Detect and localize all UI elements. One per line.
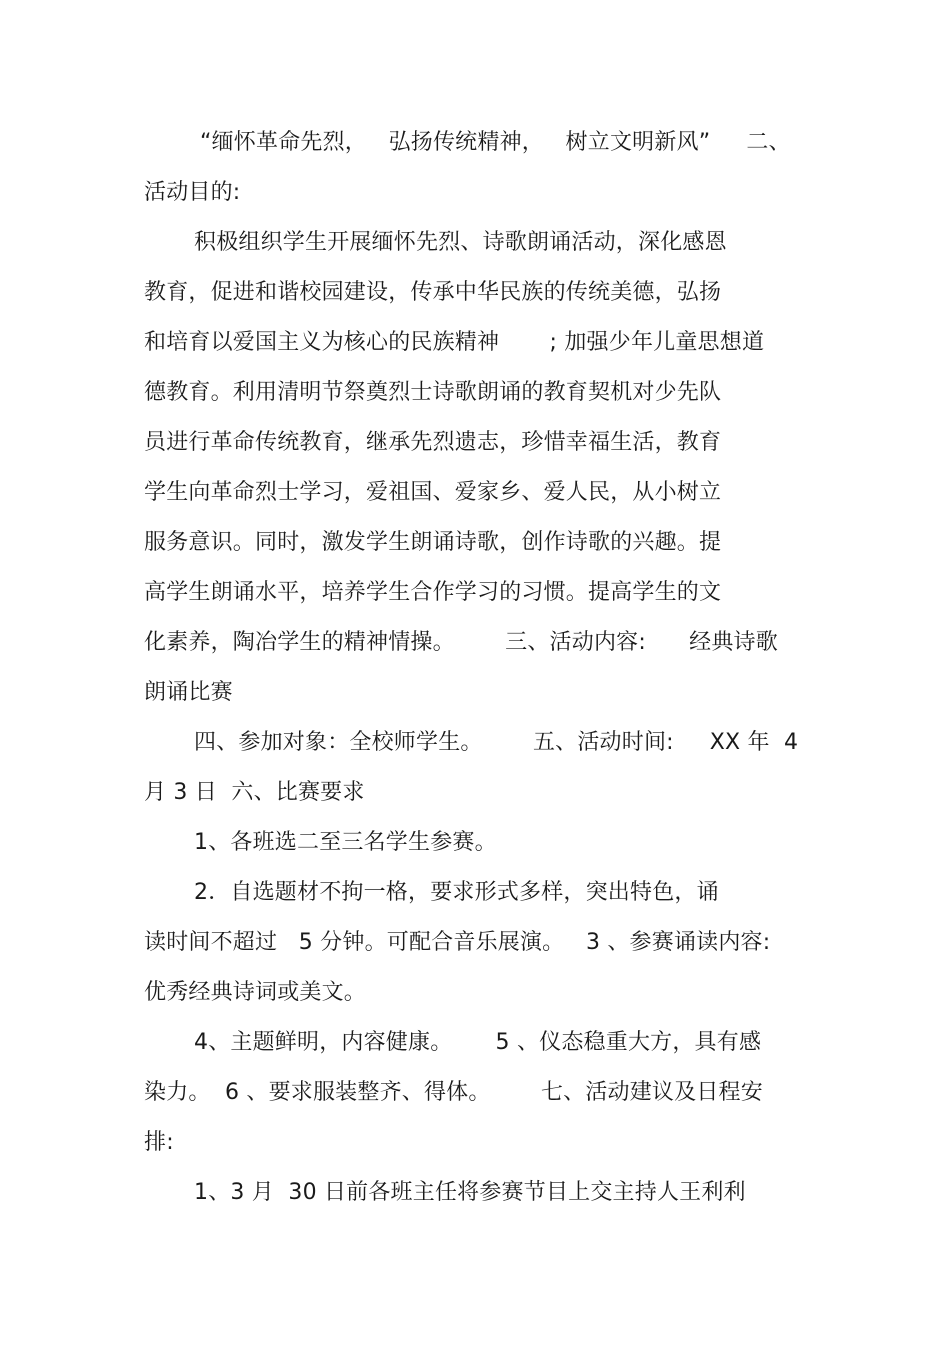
text-line: 活动目的: xyxy=(144,180,241,205)
text-line: 化素养，陶冶学生的精神情操。 三、活动内容: 经典诗歌 xyxy=(144,630,778,655)
text-line: 2．自选题材不拘一格，要求形式多样，突出特色，诵 xyxy=(194,880,719,905)
text-line: “缅怀革命先烈， 弘扬传统精神， 树立文明新风” 二、 xyxy=(200,130,791,155)
text-line: 高学生朗诵水平，培养学生合作学习的习惯。提高学生的文 xyxy=(144,580,722,605)
text-line: 员进行革命传统教育，继承先烈遗志，珍惜幸福生活，教育 xyxy=(144,430,722,455)
text-line: 德教育。利用清明节祭奠烈士诗歌朗诵的教育契机对少先队 xyxy=(144,380,722,405)
text-line: 四、参加对象：全校师学生。 五、活动时间: XX 年 4 xyxy=(194,730,799,755)
text-line: 读时间不超过 5 分钟。可配合音乐展演。 3 、参赛诵读内容: xyxy=(144,930,771,955)
text-line: 积极组织学生开展缅怀先烈、诗歌朗诵活动，深化感恩 xyxy=(194,230,727,255)
text-line: 服务意识。同时，激发学生朗诵诗歌，创作诗歌的兴趣。提 xyxy=(144,530,722,555)
text-line: 和培育以爱国主义为核心的民族精神 ; 加强少年儿童思想道 xyxy=(144,330,765,355)
text-line: 1、3 月 30 日前各班主任将参赛节目上交主持人王利利 xyxy=(194,1180,746,1205)
text-line: 4、主题鲜明，内容健康。 5 、仪态稳重大方，具有感 xyxy=(194,1030,762,1055)
text-line: 排: xyxy=(144,1130,174,1155)
text-line: 学生向革命烈士学习，爱祖国、爱家乡、爱人民，从小树立 xyxy=(144,480,722,505)
text-line: 朗诵比赛 xyxy=(144,680,233,705)
text-line: 月 3 日 六、比赛要求 xyxy=(144,780,365,805)
text-line: 染力。 6 、要求服装整齐、得体。 七、活动建议及日程安 xyxy=(144,1080,763,1105)
text-line: 教育，促进和谐校园建设，传承中华民族的传统美德，弘扬 xyxy=(144,280,722,305)
text-line: 1、各班选二至三名学生参赛。 xyxy=(194,830,497,855)
text-line: 优秀经典诗词或美文。 xyxy=(144,980,367,1005)
